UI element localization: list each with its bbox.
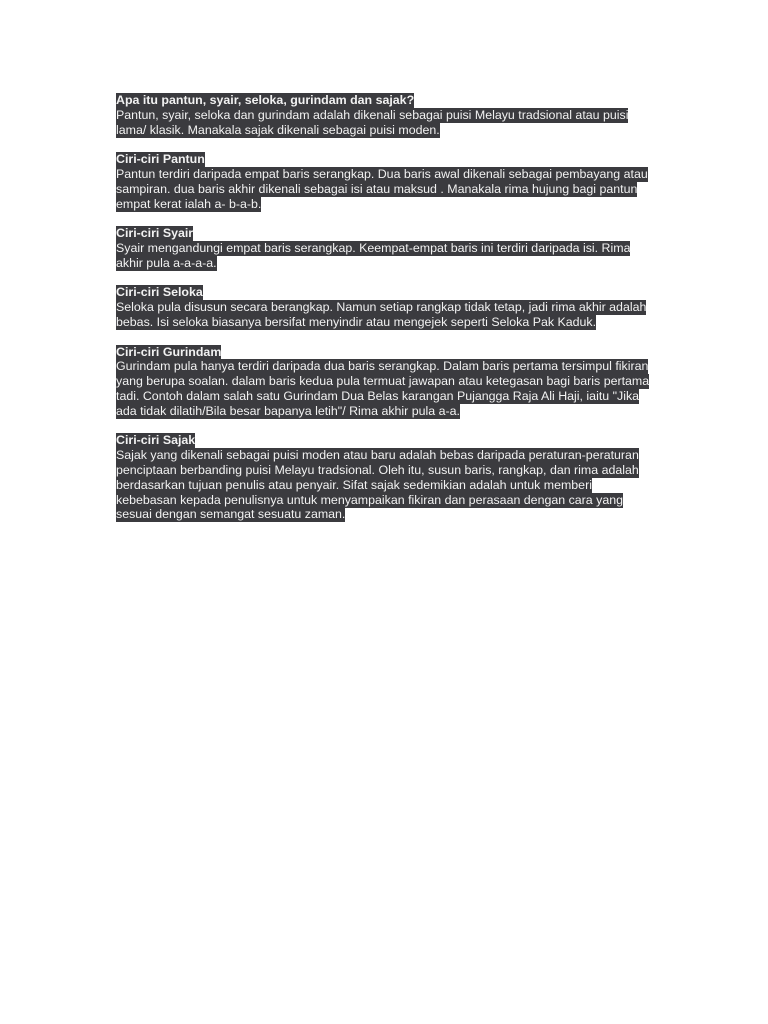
section-gurindam — [116, 345, 652, 419]
section-heading: Ciri-ciri Gurindam — [116, 344, 222, 359]
section-intro — [116, 93, 652, 137]
section-heading: Apa itu pantun, syair, seloka, gurindam dan sajak? — [116, 93, 415, 107]
document-page — [116, 93, 652, 537]
section-body: Gurindam pula hanya terdiri daripada dua baris serangkap. Dalam baris pertama tersimpul fikiran yang berupa soalan. dalam baris kedua pula termuat jawapan atau ketegasan bagi baris pertama tadi. Contoh dalam salah satu Gurindam Dua Belas karangan Pujangga Raja Ali Haji, iaitu "Jika ada tidak dilatih/Bila besar bapanya letih"/ Rima akhir pula a-a. — [116, 359, 650, 418]
section-body: Sajak yang dikenali sebagai puisi moden atau baru adalah bebas daripada peraturan-peraturan penciptaan berbanding puisi Melayu tradsional. Oleh itu, susun baris, rangkap, dan rima adalah berdasarkan tujuan penulis atau penyair. Sifat sajak sedemikian adalah untuk memberi kebebasan kepada penulisnya untuk menyampaikan fikiran dan perasaan dengan cara yang sesuai dengan semangat sesuatu zaman. — [116, 448, 639, 522]
section-sajak — [116, 433, 652, 522]
section-body: Pantun terdiri daripada empat baris serangkap. Dua baris awal dikenali sebagai pembayang atau sampiran. dua baris akhir dikenali sebagai isi atau maksud . Manakala rima hujung bagi pantun empat kerat ialah a- b-a-b. — [116, 166, 648, 211]
section-heading: Ciri-ciri Syair — [116, 226, 194, 241]
section-heading: Ciri-ciri Sajak — [116, 433, 196, 448]
section-heading: Ciri-ciri Pantun — [116, 152, 205, 167]
section-heading: Ciri-ciri Seloka — [116, 285, 203, 300]
section-body: Pantun, syair, seloka dan gurindam adalah dikenali sebagai puisi Melayu tradsional atau puisi lama/ klasik. Manakala sajak dikenali sebagai puisi moden. — [116, 107, 629, 137]
section-pantun — [116, 152, 652, 211]
section-body: Seloka pula disusun secara berangkap. Namun setiap rangkap tidak tetap, jadi rima akhir adalah bebas. Isi seloka biasanya bersifat menyindir atau mengejek seperti Seloka Pak Kaduk. — [116, 300, 647, 329]
section-seloka — [116, 285, 652, 329]
section-syair — [116, 226, 652, 270]
section-body: Syair mengandungi empat baris serangkap. Keempat-empat baris ini terdiri daripada isi. Rima akhir pula a-a-a-a. — [116, 240, 631, 270]
